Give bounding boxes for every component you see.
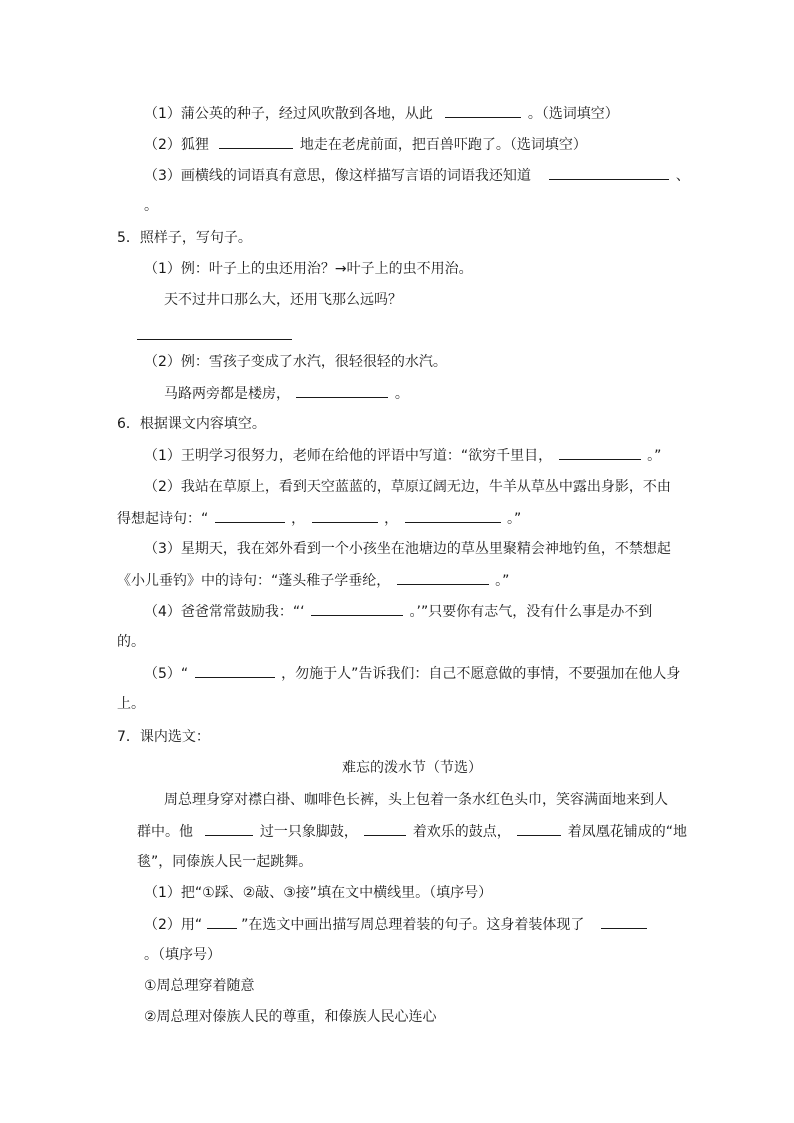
- q6-item-1: [144, 445, 794, 466]
- q6-item-5-suffix: ，勿施于人”告诉我们：自己不愿意做的事情，不要强加在他人身: [281, 666, 681, 682]
- q6-item-4-cont: 的。: [117, 634, 145, 650]
- q4-item-2-suffix: 地走在老虎前面，把百兽吓跑了。（选词填空）: [299, 137, 587, 153]
- q7-heading: 7．课内选文：: [117, 729, 210, 745]
- q6-item-1-text: （1）王明学习很努力，老师在给他的评语中写道：“欲穷千里目，: [144, 448, 553, 464]
- q4-item-3-end: 。: [144, 198, 158, 214]
- q5-answer-1-blank[interactable]: [137, 338, 292, 340]
- q6-item-3-cont: [117, 570, 794, 591]
- q6-item-2-suffix: 。”: [506, 511, 522, 527]
- q5-question-2-suffix: 。: [394, 386, 409, 402]
- q6-item-5-blank[interactable]: [195, 663, 275, 678]
- q6-item-2-blank-2[interactable]: [312, 508, 378, 523]
- passage-blank-3[interactable]: [517, 821, 561, 836]
- q4-item-1-text: （1）蒲公英的种子，经过风吹散到各地，从此: [144, 106, 433, 122]
- q6-item-3-cont-text: 《小儿垂钓》中的诗句：“蓬头稚子学垂纶，: [117, 573, 391, 589]
- q6-item-4-blank[interactable]: [311, 601, 403, 616]
- q6-item-5-text: （5）“: [144, 666, 189, 682]
- q4-item-3-blank[interactable]: [549, 165, 669, 180]
- q4-item-1-blank[interactable]: [445, 103, 521, 118]
- q6-item-2: （2）我站在草原上，看到天空蓝蓝的，草原辽阔无边，牛羊从草丛中露出身影，不由: [144, 479, 671, 495]
- q7-option-1: ①周总理穿着随意: [144, 978, 255, 994]
- q6-item-4: [144, 601, 794, 622]
- q6-item-2-cont: [117, 508, 794, 529]
- q6-item-2-blank-1[interactable]: [215, 508, 285, 523]
- q7-underline-sample: [207, 914, 237, 929]
- q5-answer-2-blank[interactable]: [296, 383, 388, 398]
- q5-example-1: （1）例：叶子上的虫还用治？→叶子上的虫不用治。: [144, 261, 473, 277]
- q6-item-3: （3）星期天，我在郊外看到一个小孩坐在池塘边的草丛里聚精会神地钓鱼，不禁想起: [144, 541, 671, 557]
- passage-line-2-text-b: 过一只象脚鼓，: [259, 824, 358, 840]
- q6-item-5-cont: 上。: [117, 696, 145, 712]
- passage-blank-1[interactable]: [205, 821, 253, 836]
- q4-item-3: [144, 165, 794, 186]
- q4-item-2: [144, 134, 794, 155]
- q6-item-2-comma-1: ，: [291, 511, 306, 527]
- q5-question-1: 天不过井口那么大，还用飞那么远吗？: [164, 292, 402, 308]
- passage-line-2: [137, 821, 794, 842]
- q5-question-2-text: 马路两旁都是楼房，: [164, 386, 290, 402]
- passage-line-2-text-d: 着凤凰花铺成的“地: [567, 824, 687, 840]
- q7-sub-2-cont: 。（填序号）: [144, 947, 221, 963]
- passage-line-3: 毯”，同傣族人民一起跳舞。: [137, 854, 313, 870]
- passage-line-2-text-a: 群中。他: [137, 824, 193, 840]
- passage-line-2-text-c: 着欢乐的鼓点，: [412, 824, 511, 840]
- q4-item-1-suffix: 。（选词填空）: [527, 106, 619, 122]
- q6-item-2-cont-text: 得想起诗句：“: [117, 511, 209, 527]
- q6-item-2-comma-2: ，: [384, 511, 399, 527]
- q5-example-2: （2）例：雪孩子变成了水汽，很轻很轻的水汽。: [144, 354, 447, 370]
- q6-item-4-text: （4）爸爸常常鼓励我：“‘: [144, 604, 305, 620]
- q4-item-3-suffix: 、: [675, 168, 690, 184]
- q6-item-1-suffix: 。”: [647, 448, 662, 464]
- q6-item-4-suffix: 。’”只要你有志气，没有什么事是办不到: [409, 604, 653, 620]
- q6-item-1-blank[interactable]: [559, 445, 641, 460]
- passage-blank-2[interactable]: [364, 821, 406, 836]
- q7-sub-2-text-a: （2）用“: [144, 917, 203, 933]
- q4-item-1: [144, 103, 794, 124]
- q4-item-3-text: （3）画横线的词语真有意思，像这样描写言语的词语我还知道: [144, 168, 531, 184]
- q7-sub-2-text-b: ”在选文中画出描写周总理着装的句子。这身着装体现了: [241, 917, 585, 933]
- q7-sub-1: （1）把“①踩、②敲、③接”填在文中横线里。（填序号）: [144, 885, 493, 901]
- q5-heading: 5．照样子，写句子。: [117, 230, 252, 246]
- q6-heading: 6．根据课文内容填空。: [117, 416, 266, 432]
- passage-line-1: 周总理身穿对襟白褂、咖啡色长裤，头上包着一条水红色头巾，笑容满面地来到人: [164, 792, 668, 808]
- q6-item-2-blank-3[interactable]: [405, 508, 501, 523]
- q6-item-3-suffix: 。”: [495, 573, 510, 589]
- q6-item-3-blank[interactable]: [397, 570, 489, 585]
- q4-item-2-text: （2）狐狸: [144, 137, 209, 153]
- q6-item-5: [144, 663, 794, 684]
- q4-item-2-blank[interactable]: [219, 134, 293, 149]
- q7-sub-2: [144, 914, 794, 935]
- passage-title: 难忘的泼水节（节选）: [342, 760, 482, 776]
- q5-question-2: [164, 383, 794, 404]
- q7-option-2: ②周总理对傣族人民的尊重，和傣族人民心连心: [144, 1009, 437, 1025]
- q7-sub-2-blank[interactable]: [601, 914, 647, 929]
